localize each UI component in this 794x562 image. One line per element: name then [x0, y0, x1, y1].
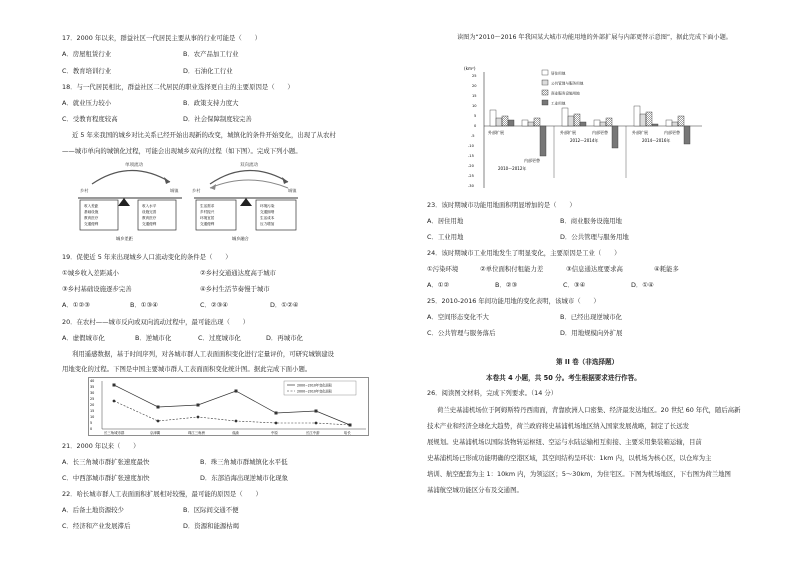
legend-swatch-industrial [542, 100, 548, 105]
single-flow-arrowhead [164, 177, 170, 184]
legend-industrial: 工业用地 [551, 101, 566, 106]
q20-stem: 20．在农村——城市反向或双向流动过程中，最可能出现（ ） [62, 318, 250, 326]
q26-stem: 26．阅读图文材料，完成下列要求。（14 分） [427, 389, 558, 397]
q19-option-b: B．①③④ [130, 301, 158, 309]
left-box2-line4: 交通便利 [142, 222, 157, 226]
marker-s2-p1 [113, 400, 116, 403]
intro2-line2: 用地变化的过程。下图是中国主要城市群人工表面面积变化统计图。据此完成下面小题。 [62, 365, 312, 373]
q21-option-d: D．东部沿海出现逆城市化现象 [200, 474, 288, 482]
q23-option-c: C．工业用地 [427, 233, 464, 241]
ytick-20: 20 [90, 403, 95, 407]
q17-option-b: B．农产品加工行业 [183, 50, 239, 58]
q17-option-d: D．石油化工行业 [183, 67, 233, 75]
bar-g6-commercial [678, 116, 684, 126]
q26-text-6: 基浦航空城功能区分布及交通图。 [427, 486, 523, 494]
marker-s2-p4 [235, 420, 238, 423]
bar-g6-industrial [684, 126, 690, 144]
q19-item-2: ②乡村交通通达度高于城市 [200, 269, 277, 277]
q21-stem: 21．2000 年以来（ ） [62, 442, 140, 450]
q23-option-b: B．商业服务设施用地 [560, 217, 622, 225]
q22-option-b: B．区际间交通不便 [183, 506, 239, 514]
bar-g3-commercial [574, 114, 580, 126]
q18-option-c: C．受教育程度较高 [62, 115, 118, 123]
right-box1-line1: 生活需求 [200, 204, 215, 208]
xlabel-2: 京津冀 [150, 431, 161, 435]
group-label-5: 外部扩展 [632, 130, 648, 135]
diagram-right-top: 双向流动 [240, 163, 258, 168]
bar-g6-residential [666, 120, 672, 126]
legend-label-1: 2000~2010年变化面积 [297, 383, 332, 388]
ytick-25: 25 [90, 397, 95, 401]
group-label-6: 内部更替 [664, 130, 680, 135]
ytick-30: 30 [90, 391, 95, 395]
legend-commercial: 商业服务设施用地 [551, 91, 580, 96]
part2-title: 第 II 卷（非选择题） [556, 358, 619, 366]
bar-g4-commercial [606, 118, 612, 126]
q26-text-3: 展规划。史基浦机场以国际货物转运枢纽、空运与水陆运输相互衔接、主要采用集装箱运输，目前 [427, 438, 702, 446]
q18-option-b: B．政策支持力度大 [183, 99, 239, 107]
q19-item-1: ①城乡收入差距减小 [62, 269, 119, 277]
xlabel-3: 珠江三角洲 [188, 431, 205, 435]
right-box2-line1: 环境污染 [260, 204, 275, 208]
bar-g5-residential [634, 106, 640, 126]
marker-s2-p3 [197, 416, 200, 419]
marker-s1-p6 [315, 410, 318, 413]
bar-g3-industrial [580, 122, 586, 126]
bar-g2-residential [522, 120, 528, 126]
right-box1-line3: 环境宜居 [200, 216, 215, 220]
legend-swatch-public [542, 80, 548, 85]
marker-s2-p5 [275, 422, 278, 425]
bar-g1-commercial [502, 116, 508, 126]
q24-item-4: ④耗能多 [654, 265, 679, 273]
intro2-line1: 利用遥感数据，基于时间序列，对各城市群人工表面面积变化进行定量评价，可研究城镇建设 [72, 350, 335, 358]
ytick-15: 15 [90, 409, 95, 413]
left-box1-line1: 收入差距 [84, 204, 99, 208]
period-label-1: 2010～2012年 [498, 166, 527, 171]
q24-option-d: D．①④ [631, 281, 654, 289]
q24-option-a: A．①② [427, 281, 450, 289]
diagram-right-city: 城镇 [288, 188, 297, 193]
bar-g2-public [528, 122, 534, 126]
right-box2-line3: 生活成本 [260, 216, 275, 220]
q24-option-c: C．③④ [563, 281, 586, 289]
q21-option-c: C．中西部城市群扩张速度加快 [62, 474, 150, 482]
two-way-arrow-top [210, 170, 288, 184]
right-balance-pivot [240, 198, 252, 206]
bar-g3-public [568, 116, 574, 126]
ytick-35: 35 [90, 385, 95, 389]
xlabel-7: 哈长 [344, 431, 351, 435]
q19-option-c: C．②③④ [200, 301, 229, 309]
left-box1-line3: 教育医疗 [84, 216, 99, 220]
q24-item-2: ②单位面积付租能力差 [480, 265, 544, 273]
q19-item-3: ③乡村基础设施逐步完善 [62, 285, 132, 293]
q24-item-3: ③信息通达度要求高 [566, 265, 623, 273]
bar-g2-industrial [540, 126, 546, 156]
rtick-20: 20 [472, 84, 477, 88]
q17-stem: 17．2000 年以来，群益社区一代居民主要从事的行业可能是（ ） [62, 34, 261, 42]
q20-option-c: C．过度城市化 [198, 334, 241, 342]
bar-g1-residential [490, 110, 496, 126]
q19-option-a: A．①②③ [62, 301, 90, 309]
rtick-m25: -25 [468, 174, 474, 178]
legend-swatch-residential [542, 70, 548, 75]
q26-text-1: 荷兰史基浦机场位于阿姆斯特丹西南面，背靠欧洲人口密集、经济最发达地区。20 世纪 60 年代，随后高新 [437, 406, 741, 414]
right-box2-line4: 压力增加 [260, 222, 275, 226]
bar-g4-public [600, 122, 606, 126]
urban-flow-diagram [70, 158, 370, 244]
rtick-m10: -10 [468, 144, 474, 148]
land-use-bar-chart [462, 62, 708, 194]
legend-public: 公共管理与服务用地 [551, 81, 584, 86]
marker-s1-p1 [113, 384, 116, 387]
rtick-m5: -5 [471, 134, 475, 138]
left-box2-line2: 设施完善 [142, 210, 157, 214]
bar-g6-public [672, 122, 678, 126]
period-label-3: 2014～2016年 [642, 138, 671, 143]
marker-s1-p5 [275, 412, 278, 415]
ytick-0: 0 [90, 427, 93, 431]
urban-area-chart [88, 377, 370, 437]
q23-stem: 23．该时期城市功能用地面积明显增加的是（ ） [427, 201, 576, 209]
bar-chart-yaxis [468, 74, 477, 188]
rtick-m20: -20 [468, 164, 474, 168]
chart-unit: (km²) [464, 66, 476, 71]
q25-option-b: B．已经出现逆城市化 [560, 313, 622, 321]
legend-swatch-commercial [542, 90, 548, 95]
bar-g1-industrial [508, 120, 514, 126]
q19-item-4: ④乡村生活节奏慢于城市 [200, 285, 270, 293]
right-box1-line2: 乡村振兴 [200, 210, 215, 214]
right-box2-line2: 交通拥堵 [260, 210, 275, 214]
two-way-arrowhead-top [282, 177, 288, 184]
q21-option-a: A．长三角城市群扩张速度最快 [62, 458, 150, 466]
q24-option-b: B．②③ [495, 281, 518, 289]
left-balance-pivot [118, 198, 130, 206]
two-way-arrow-bottom [210, 180, 288, 188]
q23-option-d: D．公共管理与服务用地 [560, 233, 629, 241]
diagram-left-city: 城镇 [170, 188, 179, 193]
diagram-left-top: 单项流动 [125, 163, 143, 168]
bar-g5-industrial [652, 124, 658, 126]
q20-option-b: B．逆城市化 [135, 334, 172, 342]
q20-option-a: A．虚假城市化 [62, 334, 105, 342]
q22-stem: 22．哈长城市群人工表面面积扩展相对较慢，最可能的原因是（ ） [62, 490, 262, 498]
right-intro: 读图为“2010～2016 年我国某大城市功能用地的外部扩展与内部更替示意图”，据此完成下面小题。 [457, 34, 732, 41]
single-flow-arrow [92, 170, 170, 184]
left-box2-line1: 收入水平 [142, 204, 157, 208]
bar-g5-commercial [646, 112, 652, 126]
group-label-2: 内部更替 [524, 158, 540, 163]
diagram-left-village: 乡村 [80, 188, 89, 193]
group-label-4: 内部更替 [592, 130, 608, 135]
bar-chart-legend [542, 70, 584, 106]
bar-g1-public [496, 118, 502, 126]
rtick-25: 25 [472, 74, 477, 78]
period-label-2: 2012～2014年 [570, 138, 599, 143]
q26-text-5: 培训、航空配套为主 1：10km 内，为领运区；5～30km，为住宅区。下图为机场地区，下右图为荷兰地图 [427, 470, 731, 478]
q26-text-2: 技术产业和经济全球化大趋势，荷兰政府将史基浦机场地区纳入国家发展战略，制定了长远发 [427, 422, 690, 430]
q23-option-a: A．居住用地 [427, 217, 464, 225]
left-box1-line4: 交通便利 [84, 222, 99, 226]
q25-stem: 25．2010-2016 年间功能用地的变化表明，该城市（ ） [427, 297, 600, 305]
right-box1-line4: 交通便利 [200, 222, 215, 226]
part2-note: 本卷共 4 小题，共 50 分。考生根据要求进行作答。 [486, 374, 641, 382]
q18-option-a: A．就业压力较小 [62, 99, 112, 107]
bar-g3-residential [562, 108, 568, 126]
q25-option-d: D．用地规模向外扩展 [560, 329, 623, 337]
rtick-5: 5 [474, 114, 477, 118]
q25-option-c: C．公共管理与服务落后 [427, 329, 496, 337]
bar-g2-commercial [534, 118, 540, 126]
left-box1-line2: 基础设施 [84, 210, 99, 214]
xlabel-5: 中原 [271, 431, 278, 435]
marker-s2-p2 [157, 420, 160, 423]
group-label-3: 外部扩展 [560, 130, 576, 135]
diagram-right-village: 乡村 [192, 188, 201, 193]
bar-g4-residential [594, 120, 600, 126]
q22-option-c: C．经济和产业发展滞后 [62, 522, 131, 530]
diagram-left-bottom: 城乡差距 [116, 236, 133, 241]
rtick-0: 0 [474, 124, 477, 128]
q24-item-1: ①污染环境 [427, 265, 459, 273]
ytick-40: 40 [90, 379, 95, 383]
diagram-right-bottom: 城乡融合 [232, 236, 249, 241]
left-box2-line3: 教育医疗 [142, 216, 157, 220]
xlabel-1: 长三角城市群 [104, 431, 125, 435]
rtick-m30: -30 [468, 184, 474, 188]
q25-option-a: A．空间形态变化不大 [427, 313, 489, 321]
ytick-5: 5 [90, 421, 93, 425]
q19-option-d: D．①②④ [270, 301, 299, 309]
marker-s2-p7 [349, 424, 352, 427]
rtick-m15: -15 [468, 154, 474, 158]
group-label-1: 外部扩展 [488, 130, 504, 135]
intro1-line2: ——城市单向的城镇化过程，可能会出现城乡双向的过程（如下图）。完成下列小题。 [62, 147, 302, 155]
q17-option-a: A．房屋租赁行业 [62, 50, 112, 58]
marker-s1-p4 [235, 390, 238, 393]
legend-label-2: 2000~2010年变化面积 [297, 389, 332, 394]
rtick-15: 15 [472, 94, 477, 98]
q22-option-a: A．后备土地资源较少 [62, 506, 124, 514]
intro1-line1: 近 5 年来我国的城乡对比关系已经开始出现新的改变，城镇化的条件开始变化，出现了从农村 [72, 131, 336, 139]
q18-option-d: D．社会保障制度较完善 [183, 115, 252, 123]
ytick-10: 10 [90, 415, 95, 419]
bar-g4-industrial [612, 126, 618, 148]
marker-s1-p2 [157, 406, 160, 409]
q22-option-d: D．资源和能源枯竭 [183, 522, 240, 530]
legend-residential: 居住用地 [551, 71, 566, 76]
bar-g5-public [640, 114, 646, 126]
xlabel-4: 成渝 [232, 431, 239, 435]
marker-s2-p6 [315, 422, 318, 425]
q20-option-d: D．再城市化 [266, 334, 303, 342]
two-way-arrowhead-bottom [210, 184, 216, 190]
xlabel-6: 长江中游 [306, 431, 320, 435]
rtick-10: 10 [472, 104, 477, 108]
q17-option-c: C．教育培训行业 [62, 67, 112, 75]
q26-text-4: 史基浦机场已形成功能明确的空港区域，其空间结构呈环状：1km 内，以机场为核心区，以仓库为主 [427, 454, 712, 462]
marker-s1-p3 [197, 404, 200, 407]
q21-option-b: B．珠三角城市群城镇化水平低 [200, 458, 288, 466]
q18-stem: 18．与一代居民相比，群益社区二代居民的职业选择更自主的主要原因是（ ） [62, 83, 294, 91]
q19-stem: 19．促使近 5 年来出现城乡人口流动变化的条件是（ ） [62, 253, 232, 261]
q24-stem: 24．该时期城市工业用地发生了明显变化，主要原因是工业（ ） [427, 249, 621, 257]
